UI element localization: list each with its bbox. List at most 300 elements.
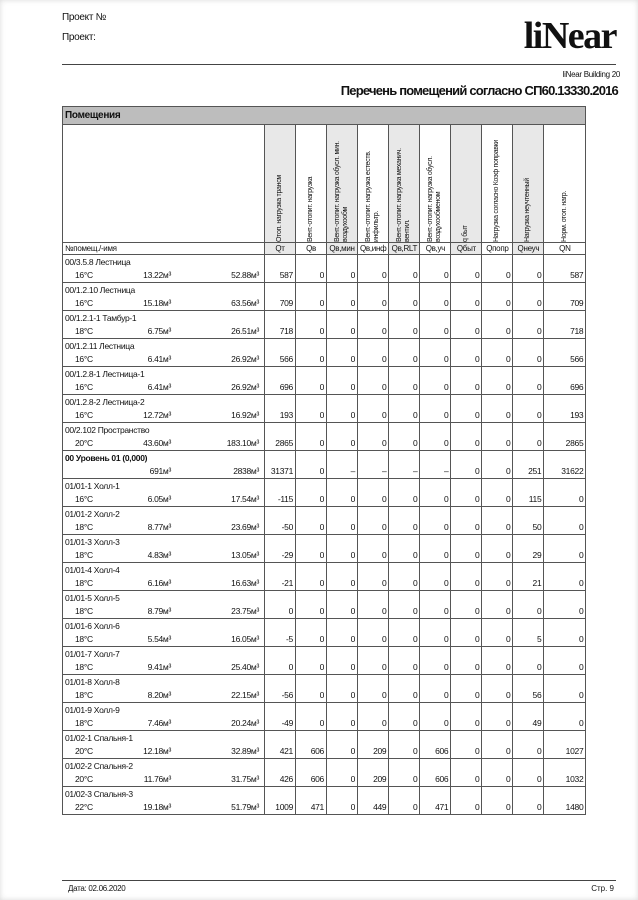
room-area: 63.56м³ <box>231 298 259 308</box>
column-header <box>513 125 544 243</box>
cell-spacer <box>482 507 513 521</box>
column-header <box>420 125 451 243</box>
column-symbol: Qв,уч <box>420 243 451 255</box>
room-area: 23.75м³ <box>231 606 259 616</box>
load-value: 0 <box>420 324 451 339</box>
load-value: -115 <box>265 492 296 507</box>
load-value: 0 <box>296 520 327 535</box>
load-value: 606 <box>296 772 327 787</box>
cell-spacer <box>296 339 327 353</box>
cell-spacer <box>265 563 296 577</box>
room-temperature: 16°C <box>75 382 93 392</box>
room-volume: 6.41м³ <box>147 354 171 364</box>
cell-spacer <box>296 479 327 493</box>
room-area: 51.79м³ <box>231 802 259 812</box>
load-value: 0 <box>296 436 327 451</box>
cell-spacer <box>420 703 451 717</box>
load-value: 0 <box>482 464 513 479</box>
column-header <box>296 125 327 243</box>
load-value: -50 <box>265 520 296 535</box>
cell-spacer <box>451 647 482 661</box>
room-name: 00/1.2.1-1 Тамбур-1 <box>63 311 265 325</box>
load-value: 606 <box>420 772 451 787</box>
load-value: 421 <box>265 744 296 759</box>
cell-spacer <box>327 787 358 801</box>
cell-spacer <box>482 675 513 689</box>
cell-spacer <box>358 535 389 549</box>
load-value: 0 <box>358 408 389 423</box>
load-value: 0 <box>327 632 358 647</box>
cell-spacer <box>389 759 420 773</box>
cell-spacer <box>296 283 327 297</box>
load-value: 0 <box>451 408 482 423</box>
room-details <box>63 604 265 619</box>
load-value: 0 <box>451 324 482 339</box>
load-value: 0 <box>296 352 327 367</box>
room-details <box>63 380 265 395</box>
cell-spacer <box>451 367 482 381</box>
load-value: 0 <box>482 660 513 675</box>
cell-spacer <box>265 647 296 661</box>
load-value: 0 <box>296 268 327 283</box>
cell-spacer <box>389 703 420 717</box>
column-title: Вент.-отопит. нагрузка механич. вентил. <box>396 148 412 242</box>
column-header <box>358 125 389 243</box>
cell-spacer <box>513 451 544 465</box>
load-value: – <box>358 464 389 479</box>
load-value: 193 <box>544 408 586 423</box>
load-value: 0 <box>358 324 389 339</box>
cell-spacer <box>358 395 389 409</box>
cell-spacer <box>513 479 544 493</box>
room-volume: 43.60м³ <box>143 438 171 448</box>
cell-spacer <box>265 311 296 325</box>
room-temperature: 18°C <box>75 718 93 728</box>
cell-spacer <box>389 619 420 633</box>
load-value: 193 <box>265 408 296 423</box>
load-value: 0 <box>544 548 586 563</box>
load-value: 31622 <box>544 464 586 479</box>
load-value: 0 <box>296 492 327 507</box>
cell-spacer <box>327 619 358 633</box>
load-value: 0 <box>513 772 544 787</box>
cell-spacer <box>296 787 327 801</box>
load-value: 0 <box>482 352 513 367</box>
cell-spacer <box>327 255 358 269</box>
cell-spacer <box>451 507 482 521</box>
column-symbol: Qбыт <box>451 243 482 255</box>
load-value: 0 <box>513 296 544 311</box>
column-symbol: QN <box>544 243 586 255</box>
load-value: 0 <box>389 772 420 787</box>
room-volume: 12.18м³ <box>143 746 171 756</box>
load-value: 471 <box>420 800 451 815</box>
cell-spacer <box>265 395 296 409</box>
load-value: 0 <box>358 688 389 703</box>
load-value: 718 <box>544 324 586 339</box>
cell-spacer <box>544 395 586 409</box>
load-value: 0 <box>389 716 420 731</box>
load-value: 0 <box>451 464 482 479</box>
cell-spacer <box>296 675 327 689</box>
column-title: Вент.-отопит. нагрузка естеств. инфильтр. <box>365 150 381 242</box>
load-value: 0 <box>451 576 482 591</box>
room-volume: 19.18м³ <box>143 802 171 812</box>
load-value: 2865 <box>265 436 296 451</box>
cell-spacer <box>327 731 358 745</box>
cell-spacer <box>420 563 451 577</box>
cell-spacer <box>358 479 389 493</box>
load-value: 0 <box>482 520 513 535</box>
load-value: 0 <box>544 576 586 591</box>
cell-spacer <box>420 255 451 269</box>
room-details <box>63 688 265 703</box>
load-value: 0 <box>482 436 513 451</box>
cell-spacer <box>358 451 389 465</box>
room-temperature: 18°C <box>75 662 93 672</box>
load-value: 0 <box>482 632 513 647</box>
cell-spacer <box>451 451 482 465</box>
load-value: 0 <box>389 688 420 703</box>
footer-date: Дата: 02.06.2020 <box>68 884 126 893</box>
room-details <box>63 744 265 759</box>
footer-divider <box>62 880 616 881</box>
room-volume: 5.54м³ <box>147 634 171 644</box>
cell-spacer <box>451 563 482 577</box>
load-value: 0 <box>358 380 389 395</box>
linear-logo: liNear <box>523 15 616 57</box>
load-value: -29 <box>265 548 296 563</box>
room-name: 01/01-9 Холл-9 <box>63 703 265 717</box>
room-details <box>63 576 265 591</box>
room-name: 01/01-5 Холл-5 <box>63 591 265 605</box>
cell-spacer <box>327 395 358 409</box>
room-name: 01/01-2 Холл-2 <box>63 507 265 521</box>
cell-spacer <box>327 451 358 465</box>
cell-spacer <box>265 619 296 633</box>
load-value: 0 <box>296 464 327 479</box>
room-area: 2838м³ <box>233 466 259 476</box>
cell-spacer <box>513 619 544 633</box>
cell-spacer <box>265 731 296 745</box>
load-value: 0 <box>451 772 482 787</box>
cell-spacer <box>296 255 327 269</box>
column-title: Вент.-отопит. нагрузка обусл. мин. воздухообм <box>334 141 349 242</box>
room-temperature: 16°C <box>75 270 93 280</box>
load-value: 0 <box>389 548 420 563</box>
load-value: 0 <box>482 380 513 395</box>
room-volume: 691м³ <box>149 466 171 476</box>
cell-spacer <box>296 507 327 521</box>
cell-spacer <box>358 563 389 577</box>
room-temperature: 18°C <box>75 578 93 588</box>
load-value: 31371 <box>265 464 296 479</box>
cell-spacer <box>513 507 544 521</box>
cell-spacer <box>420 479 451 493</box>
load-value: 0 <box>296 660 327 675</box>
cell-spacer <box>420 535 451 549</box>
column-symbol: Qт <box>265 243 296 255</box>
load-value: 209 <box>358 772 389 787</box>
column-title: Нагрузка неучтенный <box>524 178 532 242</box>
cell-spacer <box>420 591 451 605</box>
cell-spacer <box>544 479 586 493</box>
load-value: 0 <box>451 660 482 675</box>
load-value: 0 <box>482 492 513 507</box>
room-name: 00/2.102 Пространство <box>63 423 265 437</box>
load-value: 0 <box>327 520 358 535</box>
cell-spacer <box>420 451 451 465</box>
cell-spacer <box>358 283 389 297</box>
load-value: 0 <box>389 800 420 815</box>
room-temperature: 20°C <box>75 746 93 756</box>
cell-spacer <box>389 255 420 269</box>
cell-spacer <box>296 563 327 577</box>
room-details <box>63 632 265 647</box>
load-value: 0 <box>327 436 358 451</box>
load-value: 0 <box>327 492 358 507</box>
load-value: 56 <box>513 688 544 703</box>
room-details <box>63 548 265 563</box>
load-value: 0 <box>327 576 358 591</box>
cell-spacer <box>482 731 513 745</box>
load-value: 0 <box>327 604 358 619</box>
cell-spacer <box>265 507 296 521</box>
load-value: 606 <box>420 744 451 759</box>
room-temperature: 18°C <box>75 326 93 336</box>
load-value: 0 <box>327 716 358 731</box>
room-name: 00/1.2.8-2 Лестница-2 <box>63 395 265 409</box>
cell-spacer <box>389 451 420 465</box>
load-value: 0 <box>389 576 420 591</box>
room-details <box>63 660 265 675</box>
load-value: 0 <box>420 604 451 619</box>
cell-spacer <box>389 647 420 661</box>
cell-spacer <box>327 647 358 661</box>
load-value: 0 <box>389 492 420 507</box>
cell-spacer <box>358 339 389 353</box>
load-value: 0 <box>451 548 482 563</box>
cell-spacer <box>482 283 513 297</box>
load-value: 0 <box>358 576 389 591</box>
load-value: 0 <box>296 576 327 591</box>
load-value: 0 <box>513 800 544 815</box>
cell-spacer <box>513 423 544 437</box>
cell-spacer <box>265 591 296 605</box>
load-value: – <box>420 464 451 479</box>
load-value: 0 <box>451 604 482 619</box>
column-symbol: Qв,инф <box>358 243 389 255</box>
room-details <box>63 268 265 283</box>
load-value: 0 <box>327 352 358 367</box>
cell-spacer <box>265 759 296 773</box>
cell-spacer <box>358 647 389 661</box>
cell-spacer <box>513 311 544 325</box>
room-area: 16.05м³ <box>231 634 259 644</box>
load-value: 0 <box>544 632 586 647</box>
cell-spacer <box>482 479 513 493</box>
cell-spacer <box>420 283 451 297</box>
room-name: 01/02-1 Спальня-1 <box>63 731 265 745</box>
load-value: 0 <box>544 604 586 619</box>
cell-spacer <box>296 535 327 549</box>
cell-spacer <box>544 255 586 269</box>
load-value: 0 <box>513 268 544 283</box>
cell-spacer <box>389 787 420 801</box>
load-value: 0 <box>296 632 327 647</box>
document-title: Перечень помещений согласно СП60.13330.2016 <box>340 83 618 98</box>
cell-spacer <box>451 395 482 409</box>
load-value: 0 <box>482 800 513 815</box>
cell-spacer <box>513 787 544 801</box>
room-volume: 4.83м³ <box>147 550 171 560</box>
cell-spacer <box>420 367 451 381</box>
cell-spacer <box>265 339 296 353</box>
load-value: 0 <box>513 436 544 451</box>
room-details <box>63 520 265 535</box>
cell-spacer <box>451 759 482 773</box>
load-value: 566 <box>265 352 296 367</box>
room-name: 00/1.2.8-1 Лестница-1 <box>63 367 265 381</box>
cell-spacer <box>544 563 586 577</box>
room-temperature: 18°C <box>75 550 93 560</box>
cell-spacer <box>513 395 544 409</box>
load-value: 0 <box>327 744 358 759</box>
cell-spacer <box>482 255 513 269</box>
room-volume: 8.79м³ <box>147 606 171 616</box>
load-value: 0 <box>389 324 420 339</box>
load-value: 0 <box>513 660 544 675</box>
row-label-header-text: №помещ./-имя <box>63 243 265 255</box>
column-title: Норм. отоп. нагр. <box>560 190 568 242</box>
load-value: 115 <box>513 492 544 507</box>
load-value: 449 <box>358 800 389 815</box>
load-value: 0 <box>451 744 482 759</box>
cell-spacer <box>389 479 420 493</box>
cell-spacer <box>265 451 296 465</box>
cell-spacer <box>513 647 544 661</box>
room-name: 01/01-6 Холл-6 <box>63 619 265 633</box>
cell-spacer <box>296 423 327 437</box>
cell-spacer <box>482 563 513 577</box>
room-temperature: 20°C <box>75 438 93 448</box>
cell-spacer <box>389 367 420 381</box>
room-temperature: 22°C <box>75 802 93 812</box>
room-area: 17.54м³ <box>231 494 259 504</box>
room-area: 52.88м³ <box>231 270 259 280</box>
cell-spacer <box>513 339 544 353</box>
load-value: 1480 <box>544 800 586 815</box>
room-details <box>63 408 265 423</box>
load-value: 2865 <box>544 436 586 451</box>
cell-spacer <box>358 759 389 773</box>
cell-spacer <box>482 787 513 801</box>
room-temperature: 16°C <box>75 494 93 504</box>
load-value: 0 <box>544 492 586 507</box>
load-value: 0 <box>296 408 327 423</box>
cell-spacer <box>451 283 482 297</box>
header-divider <box>62 64 616 65</box>
column-symbol: Qнеуч <box>513 243 544 255</box>
cell-spacer <box>389 535 420 549</box>
load-value: 0 <box>420 520 451 535</box>
cell-spacer <box>482 339 513 353</box>
cell-spacer <box>482 759 513 773</box>
load-value: 0 <box>482 688 513 703</box>
room-details <box>63 464 265 479</box>
column-title: Вент.-отопит. нагрузка обусл. воздухообменом <box>427 156 443 242</box>
load-value: 0 <box>482 576 513 591</box>
load-value: 0 <box>358 436 389 451</box>
load-value: 0 <box>327 800 358 815</box>
column-symbol: Qв,RLT <box>389 243 420 255</box>
load-value: 0 <box>482 324 513 339</box>
column-symbol: Qв <box>296 243 327 255</box>
cell-spacer <box>544 787 586 801</box>
load-value: 0 <box>296 380 327 395</box>
load-value: 0 <box>358 604 389 619</box>
cell-spacer <box>420 675 451 689</box>
cell-spacer <box>296 451 327 465</box>
cell-spacer <box>389 423 420 437</box>
row-label-header <box>63 125 265 243</box>
cell-spacer <box>358 367 389 381</box>
room-temperature <box>65 466 113 476</box>
cell-spacer <box>544 619 586 633</box>
room-details <box>63 492 265 507</box>
load-value: 0 <box>420 576 451 591</box>
cell-spacer <box>544 591 586 605</box>
cell-spacer <box>420 311 451 325</box>
load-value: 0 <box>482 296 513 311</box>
cell-spacer <box>544 423 586 437</box>
cell-spacer <box>420 507 451 521</box>
load-value: 0 <box>420 380 451 395</box>
room-name: 01/01-8 Холл-8 <box>63 675 265 689</box>
load-value: -21 <box>265 576 296 591</box>
cell-spacer <box>513 591 544 605</box>
cell-spacer <box>544 367 586 381</box>
load-value: 587 <box>265 268 296 283</box>
load-value: 0 <box>482 604 513 619</box>
load-value: 0 <box>451 800 482 815</box>
load-value: 0 <box>451 352 482 367</box>
cell-spacer <box>389 283 420 297</box>
load-value: 0 <box>296 296 327 311</box>
room-area: 32.89м³ <box>231 746 259 756</box>
cell-spacer <box>420 395 451 409</box>
load-value: 0 <box>451 492 482 507</box>
load-value: 0 <box>482 716 513 731</box>
room-volume: 6.05м³ <box>147 494 171 504</box>
load-value: 0 <box>482 548 513 563</box>
cell-spacer <box>296 311 327 325</box>
cell-spacer <box>482 647 513 661</box>
cell-spacer <box>451 423 482 437</box>
cell-spacer <box>513 759 544 773</box>
load-value: 0 <box>327 772 358 787</box>
cell-spacer <box>296 367 327 381</box>
load-value: 0 <box>389 520 420 535</box>
load-value: 0 <box>358 352 389 367</box>
load-value: -5 <box>265 632 296 647</box>
load-value: 0 <box>358 268 389 283</box>
room-temperature: 20°C <box>75 774 93 784</box>
cell-spacer <box>358 675 389 689</box>
load-value: 0 <box>544 716 586 731</box>
room-temperature: 16°C <box>75 354 93 364</box>
cell-spacer <box>451 787 482 801</box>
